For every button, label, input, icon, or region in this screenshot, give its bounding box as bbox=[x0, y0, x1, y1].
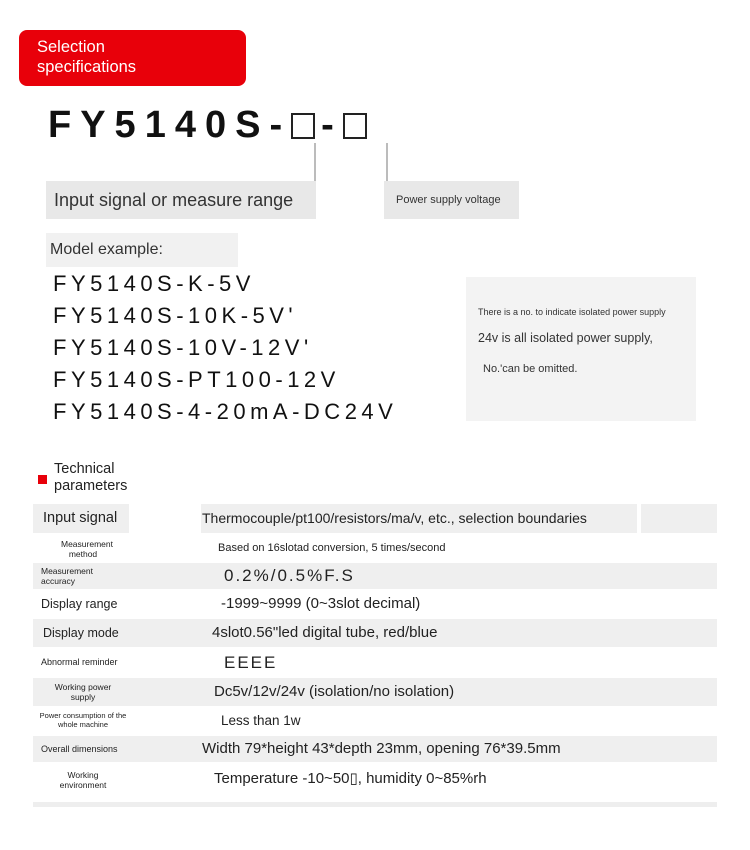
model-code bbox=[48, 104, 373, 147]
power-supply-label: Power supply voltage bbox=[384, 181, 519, 219]
table-row bbox=[33, 762, 717, 796]
param-label: Working environment bbox=[59, 770, 107, 790]
table-row bbox=[33, 504, 717, 533]
param-value: -1999~9999 (0~3slot decimal) bbox=[221, 595, 421, 612]
isolation-note bbox=[466, 277, 696, 421]
model-example-item: FY5140S-PT100-12V bbox=[53, 367, 340, 392]
param-value: Less than 1w bbox=[221, 713, 301, 728]
note-line-1: There is a no. to indicate isolated power supply bbox=[478, 307, 666, 317]
table-row bbox=[33, 563, 717, 589]
param-value: Based on 16slotad conversion, 5 times/second bbox=[218, 542, 446, 554]
param-label: Abnormal reminder bbox=[41, 657, 118, 667]
param-value: EEEE bbox=[224, 653, 278, 672]
param-label: Input signal bbox=[43, 510, 118, 526]
model-example-list bbox=[53, 268, 397, 428]
technical-title-line-1: Technical bbox=[54, 461, 115, 477]
power-slot-box bbox=[343, 113, 367, 139]
param-label: Display mode bbox=[43, 626, 119, 640]
table-row bbox=[33, 736, 717, 762]
note-line-3: No.'can be omitted. bbox=[483, 363, 578, 375]
connector-line-input bbox=[314, 143, 316, 181]
technical-title-line-2: parameters bbox=[54, 478, 128, 494]
badge-line-1: Selection bbox=[37, 38, 105, 56]
model-example-item: FY5140S-4-20mA-DC24V bbox=[53, 399, 398, 424]
table-row bbox=[33, 678, 717, 706]
param-value: Temperature -10~50▯, humidity 0~85%rh bbox=[214, 770, 487, 787]
table-row bbox=[33, 706, 717, 736]
input-signal-label: Input signal or measure range bbox=[46, 181, 316, 219]
row-gap bbox=[637, 504, 641, 533]
model-example-item: FY5140S-10K-5V' bbox=[53, 303, 298, 328]
badge-line-2: specifications bbox=[37, 58, 137, 76]
table-bottom-divider bbox=[33, 802, 717, 807]
model-example-heading: Model example: bbox=[46, 233, 238, 267]
technical-parameters-table bbox=[33, 504, 717, 796]
model-example-item: FY5140S-10V-12V' bbox=[53, 335, 313, 360]
model-example-item: FY5140S-K-5V bbox=[53, 271, 255, 296]
note-line-2: 24v is all isolated power supply, bbox=[478, 331, 653, 345]
selection-badge bbox=[19, 30, 246, 86]
model-prefix: FY5140S- bbox=[48, 104, 292, 146]
param-value: Dc5v/12v/24v (isolation/no isolation) bbox=[214, 683, 455, 700]
table-row bbox=[33, 619, 717, 647]
red-square-icon bbox=[38, 475, 47, 484]
technical-parameters-title bbox=[54, 461, 127, 495]
model-separator: - bbox=[321, 104, 343, 146]
table-row bbox=[33, 647, 717, 678]
param-value: Width 79*height 43*depth 23mm, opening 76*39.5mm bbox=[202, 740, 561, 757]
param-value: 4slot0.56"led digital tube, red/blue bbox=[212, 624, 438, 641]
param-label: Measurement method bbox=[61, 539, 113, 559]
param-value: Thermocouple/pt100/resistors/ma/v, etc., selection boundaries bbox=[202, 510, 587, 526]
param-value: 0.2%/0.5%F.S bbox=[224, 566, 355, 585]
connector-line-power bbox=[386, 143, 388, 181]
param-label: Display range bbox=[41, 597, 118, 611]
input-slot-box bbox=[291, 113, 315, 139]
table-row bbox=[33, 533, 717, 563]
table-row bbox=[33, 589, 717, 619]
param-label: Overall dimensions bbox=[41, 744, 118, 754]
row-gap bbox=[129, 504, 201, 533]
param-label: Power consumption of the whole machine bbox=[39, 711, 127, 729]
param-label: Measurement accuracy bbox=[41, 566, 93, 586]
param-label: Working power supply bbox=[54, 682, 112, 702]
